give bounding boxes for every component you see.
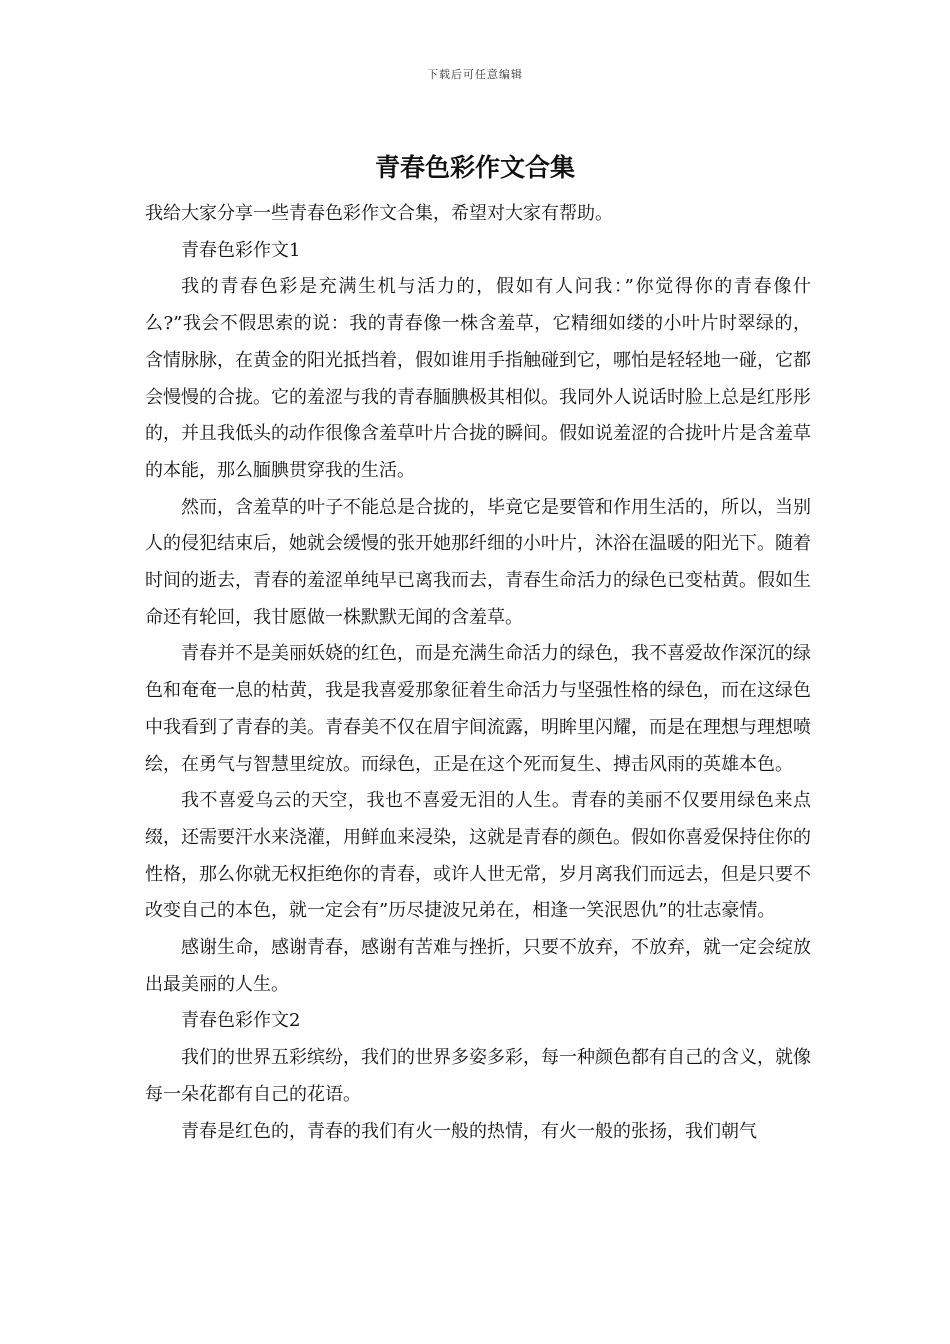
document-body [145, 196, 811, 1150]
header-note: 下载后可任意编辑 [427, 68, 523, 81]
paragraph: 我们的世界五彩缤纷，我们的世界多姿多彩，每一种颜色都有自己的含义，就像每一朵花都有自己的花语。 [145, 1047, 811, 1105]
paragraph: 然而，含羞草的叶子不能总是合拢的，毕竟它是要管和作用生活的，所以，当别人的侵犯结束后，她就会缓慢的张开她那纤细的小叶片，沐浴在温暖的阳光下。随着时间的逝去，青春的羞涩单纯早已离我而去，青春生命活力的绿色已变枯黄。假如生命还有轮回，我甘愿做一株默默无闻的含羞草。 [145, 496, 811, 628]
intro-paragraph: 我给大家分享一些青春色彩作文合集，希望对大家有帮助。 [145, 203, 613, 224]
paragraph: 青春是红色的，青春的我们有火一般的热情，有火一般的张扬，我们朝气 [181, 1120, 757, 1142]
document-title: 青春色彩作文合集 [374, 153, 575, 182]
section-heading-1: 青春色彩作文1 [181, 239, 301, 261]
paragraph: 我的青春色彩是充满生机与活力的，假如有人问我：”你觉得你的青春像什么?”我会不假思索的说：我的青春像一株含羞草，它精细如缕的小叶片时翠绿的，含情脉脉，在黄金的阳光抵挡着，假如谁用手指触碰到它，哪怕是轻轻地一碰，它都会慢慢的合拢。它的羞涩与我的青春腼腆极其相似。我同外人说话时脸上总是红彤彤的，并且我低头的动作很像含羞草叶片合拢的瞬间。假如说羞涩的合拢叶片是含羞草的本能，那么腼腆贯穿我的生活。 [145, 276, 811, 481]
paragraph: 青春并不是美丽妖娆的红色，而是充满生命活力的绿色，我不喜爱故作深沉的绿色和奄奄一息的枯黄，我是我喜爱那象征着生命活力与坚强性格的绿色，而在这绿色中我看到了青春的美。青春美不仅在眉宇间流露，明眸里闪耀，而是在理想与理想喷绘，在勇气与智慧里绽放。而绿色，正是在这个死而复生、搏击风雨的英雄本色。 [145, 643, 811, 775]
section-heading-2: 青春色彩作文2 [181, 1010, 301, 1032]
paragraph: 感谢生命，感谢青春，感谢有苦难与挫折，只要不放弃，不放弃，就一定会绽放出最美丽的人生。 [145, 937, 811, 995]
paragraph: 我不喜爱乌云的天空，我也不喜爱无泪的人生。青春的美丽不仅要用绿色来点缀，还需要汗水来浇灌，用鲜血来浸染，这就是青春的颜色。假如你喜爱保持住你的性格，那么你就无权拒绝你的青春，或许人世无常，岁月离我们而远去，但是只要不改变自己的本色，就一定会有”历尽捷波兄弟在，相逢一笑泯恩仇”的壮志豪情。 [145, 790, 811, 922]
